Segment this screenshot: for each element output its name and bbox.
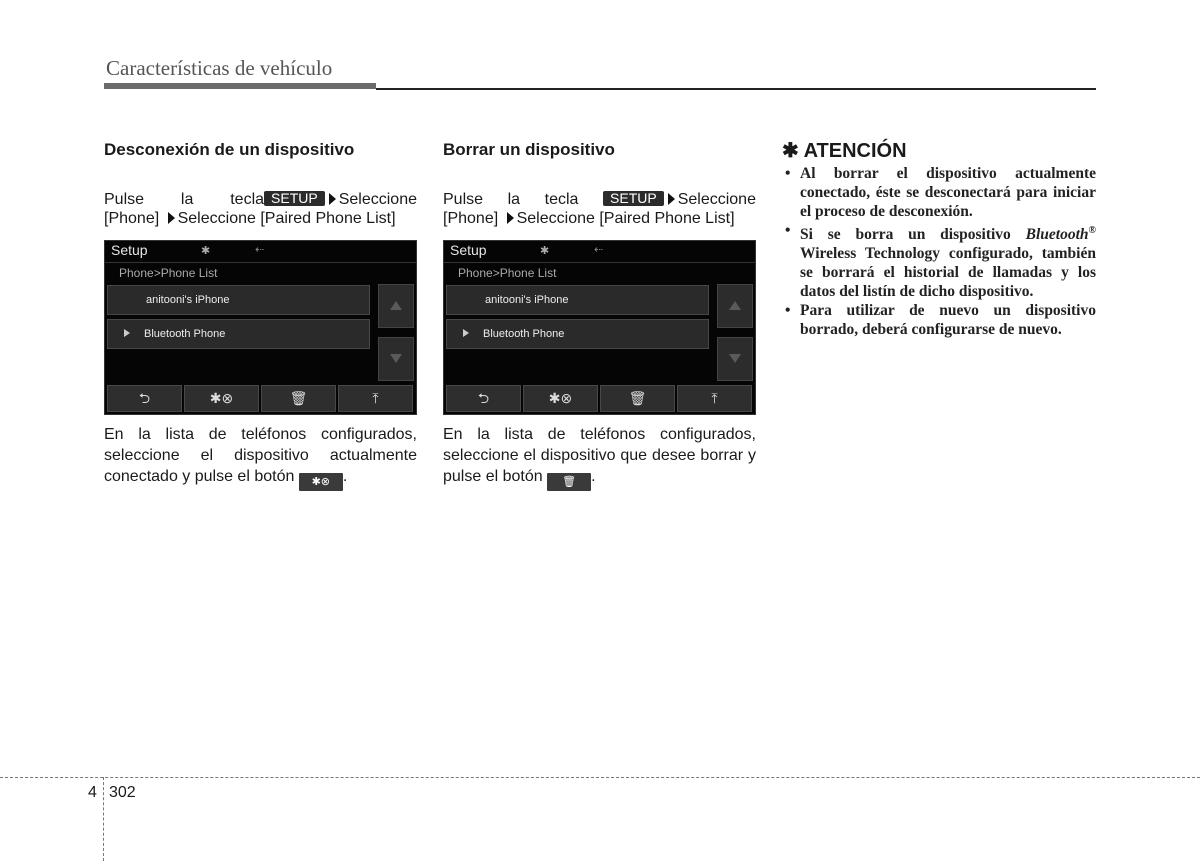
usb-icon: ⇠ (594, 244, 604, 256)
desc-text: En la lista de teléfonos configurados, seleccione el dispositivo que desee borrar y pulse el botón (443, 426, 756, 485)
instr-pulse: Pulse (443, 191, 484, 208)
left-description (104, 424, 417, 491)
move-top-icon: ⤒ (711, 390, 718, 406)
attention-title: ATENCIÓN (803, 140, 907, 162)
arrow-icon (668, 193, 675, 205)
trash-icon: 🗑 (628, 390, 647, 406)
move-top-icon: ⤒ (372, 390, 379, 406)
attention-item (783, 221, 1096, 301)
setup-screen-left (104, 240, 417, 415)
left-instruction (104, 190, 417, 228)
footer-divider (0, 777, 1200, 778)
scroll-up-button[interactable] (717, 284, 753, 328)
instr-la: la (507, 191, 521, 208)
registered-mark: ® (1088, 225, 1096, 236)
instr-la: la (180, 191, 194, 208)
attention-text: Wireless Technology configurado, también se borrará el historial de llamadas y los datos del listín de dicho dispositivo. (800, 245, 1096, 301)
delete-button[interactable] (261, 385, 336, 412)
arrow-icon (329, 193, 336, 205)
list-item[interactable] (107, 285, 370, 315)
setup-key: SETUP (264, 191, 325, 206)
middle-section-title: Borrar un dispositivo (443, 140, 615, 159)
desc-end: . (591, 468, 596, 485)
instr-phone: [Phone] (443, 210, 499, 227)
attention-list (783, 164, 1096, 339)
list-item-label: anitooni's iPhone (485, 294, 569, 306)
middle-instruction (443, 190, 756, 228)
bluetooth-disconnect-icon: ✱⊗ (299, 473, 343, 491)
scroll-down-icon (390, 354, 402, 363)
back-button[interactable] (107, 385, 182, 412)
attention-heading (782, 138, 907, 163)
list-item-label: anitooni's iPhone (146, 294, 230, 306)
instr-tecla: tecla (230, 191, 265, 208)
chapter-number: 4 (88, 784, 97, 801)
delete-button[interactable] (600, 385, 675, 412)
usb-icon: ⇠ (255, 244, 265, 256)
setup-key: SETUP (603, 191, 664, 206)
bluetooth-disconnect-button[interactable] (523, 385, 598, 412)
header-rule (376, 88, 1096, 90)
instr-paired-list: Seleccione [Paired Phone List] (177, 210, 396, 227)
bluetooth-disconnect-button[interactable] (184, 385, 259, 412)
list-item-label: Bluetooth Phone (144, 328, 226, 340)
asterisk-icon: ✱ (782, 140, 799, 162)
page-header-title: Características de vehículo (106, 56, 333, 80)
arrow-icon (507, 212, 514, 224)
screen-button-bar (444, 384, 755, 414)
brand-name: Bluetooth (1025, 226, 1089, 244)
back-button[interactable] (446, 385, 521, 412)
screen-breadcrumb: Phone>Phone List (458, 266, 557, 280)
page-number: 302 (109, 784, 136, 801)
instr-phone: [Phone] (104, 210, 160, 227)
header-accent-bar (104, 83, 376, 89)
list-item-selected[interactable] (107, 319, 370, 349)
setup-screen-middle (443, 240, 756, 415)
list-item-selected[interactable] (446, 319, 709, 349)
screen-title: Setup (450, 242, 487, 258)
scroll-down-icon (729, 354, 741, 363)
bluetooth-icon: ✱ (540, 245, 550, 257)
desc-text: En la lista de teléfonos configurados, seleccione el dispositivo actualmente conectado y pulse el botón (104, 426, 417, 485)
play-icon (124, 329, 130, 337)
attention-item: • Para utilizar de nuevo un dispositivo borrado, deberá configurarse de nuevo. (783, 301, 1096, 339)
footer-vertical-divider (103, 777, 104, 861)
scroll-up-icon (729, 301, 741, 310)
list-item[interactable] (446, 285, 709, 315)
instr-select: Seleccione (338, 191, 417, 208)
desc-end: . (342, 468, 348, 485)
scroll-down-button[interactable] (378, 337, 414, 381)
trash-icon: 🗑 (289, 390, 308, 406)
instr-select: Seleccione (677, 191, 756, 208)
trash-icon: 🗑 (547, 473, 591, 491)
move-top-button[interactable] (338, 385, 413, 412)
instr-pulse: Pulse (104, 191, 145, 208)
bluetooth-disconnect-icon: ✱⊗ (548, 390, 573, 406)
scroll-up-icon (390, 301, 402, 310)
instr-paired-list: Seleccione [Paired Phone List] (516, 210, 735, 227)
back-icon: ⮌ (138, 390, 151, 406)
back-icon: ⮌ (477, 390, 490, 406)
screen-divider (444, 262, 755, 263)
move-top-button[interactable] (677, 385, 752, 412)
instr-tecla: tecla (544, 191, 579, 208)
list-item-label: Bluetooth Phone (483, 328, 565, 340)
scroll-down-button[interactable] (717, 337, 753, 381)
play-icon (463, 329, 469, 337)
screen-divider (105, 262, 416, 263)
attention-text: Si se borra un dispositivo (800, 226, 1011, 244)
bluetooth-icon: ✱ (201, 245, 211, 257)
scroll-up-button[interactable] (378, 284, 414, 328)
screen-breadcrumb: Phone>Phone List (119, 266, 218, 280)
arrow-icon (168, 212, 175, 224)
middle-description (443, 424, 756, 491)
screen-title: Setup (111, 242, 148, 258)
screen-button-bar (105, 384, 416, 414)
attention-item: • Al borrar el dispositivo actualmente conectado, éste se desconectará para iniciar el proceso de desconexión. (783, 164, 1096, 221)
bluetooth-disconnect-icon: ✱⊗ (209, 390, 234, 406)
left-section-title: Desconexión de un dispositivo (104, 140, 355, 159)
